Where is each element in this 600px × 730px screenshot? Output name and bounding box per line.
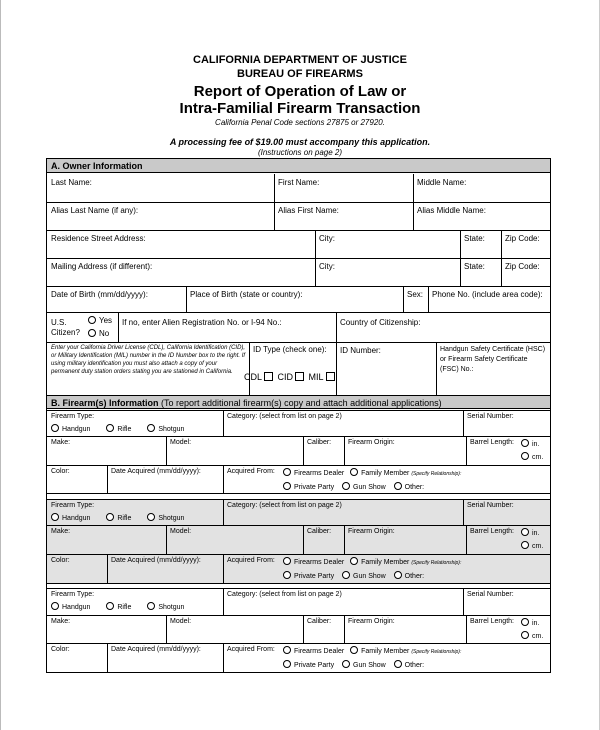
first-name-field[interactable]: First Name: bbox=[278, 178, 320, 187]
firearm3-shotgun-radio[interactable] bbox=[147, 602, 155, 610]
citizen-no-radio[interactable] bbox=[88, 329, 96, 337]
firearm2-type-label: Firearm Type: bbox=[51, 502, 95, 509]
firearm3-type-options: Handgun Rifle Shotgun bbox=[51, 602, 184, 611]
firearm1-in-radio[interactable] bbox=[521, 439, 529, 447]
firearm3-color-field[interactable]: Color: bbox=[51, 646, 70, 653]
firearm2-in-radio[interactable] bbox=[521, 528, 529, 536]
sex-field[interactable]: Sex: bbox=[407, 290, 424, 299]
mailing-city-field[interactable]: City: bbox=[319, 262, 335, 271]
firearm1-barrel-field[interactable]: Barrel Length: bbox=[470, 439, 514, 446]
firearm3-date-acquired-field[interactable]: Date Acquired (mm/dd/yyyy): bbox=[111, 646, 201, 653]
firearm3-dealer-radio[interactable] bbox=[283, 646, 291, 654]
alias-last-name-field[interactable]: Alias Last Name (if any): bbox=[51, 206, 139, 215]
id-type-options: CDL CID MIL bbox=[244, 372, 337, 382]
firearm3-caliber-field[interactable]: Caliber: bbox=[307, 618, 332, 625]
instructions-note: (Instructions on page 2) bbox=[257, 148, 343, 157]
firearm1-model-field[interactable]: Model: bbox=[170, 439, 192, 446]
firearm1-cm-radio[interactable] bbox=[521, 452, 529, 460]
residence-state-field[interactable]: State: bbox=[464, 234, 485, 243]
firearm1-origin-field[interactable]: Firearm Origin: bbox=[348, 439, 395, 446]
firearm2-acquired-from-label: Acquired From: bbox=[227, 557, 275, 564]
cid-checkbox[interactable] bbox=[295, 372, 304, 381]
firearm2-source-row1: Firearms Dealer Family Member (Specify Relationship): bbox=[283, 557, 461, 566]
us-citizen-label: U.S. bbox=[51, 318, 67, 327]
firearm2-source-row2: Private Party Gun Show Other: bbox=[283, 571, 424, 580]
id-number-field[interactable]: ID Number: bbox=[340, 346, 381, 355]
firearm2-gunshow-radio[interactable] bbox=[342, 571, 350, 579]
firearm3-type-label: Firearm Type: bbox=[51, 591, 95, 598]
firearm1-source-row1: Firearms Dealer Family Member (Specify Relationship): bbox=[283, 468, 461, 477]
firearm2-private-radio[interactable] bbox=[283, 571, 291, 579]
firearm2-barrel-field[interactable]: Barrel Length: bbox=[470, 528, 514, 535]
firearm1-date-acquired-field[interactable]: Date Acquired (mm/dd/yyyy): bbox=[111, 468, 201, 475]
firearm1-source-row2: Private Party Gun Show Other: bbox=[283, 482, 424, 491]
citizen-question: Citizen? bbox=[51, 328, 80, 337]
firearm3-serial-field[interactable]: Serial Number: bbox=[467, 591, 514, 598]
firearm3-category-field[interactable]: Category: (select from list on page 2) bbox=[227, 591, 342, 598]
firearm2-cm-radio[interactable] bbox=[521, 541, 529, 549]
firearm3-private-radio[interactable] bbox=[283, 660, 291, 668]
place-of-birth-field[interactable]: Place of Birth (state or country): bbox=[190, 290, 303, 299]
firearm2-other-radio[interactable] bbox=[394, 571, 402, 579]
firearm3-gunshow-radio[interactable] bbox=[342, 660, 350, 668]
agency-name: CALIFORNIA DEPARTMENT OF JUSTICE bbox=[193, 54, 407, 66]
mailing-zip-field[interactable]: Zip Code: bbox=[505, 262, 540, 271]
id-instructions: Enter your California Driver License (CDL), California Identification (CID), or Military Identification (MIL) number in the ID Number box to the right. If using military identification you must also attach a copy of your permanent duty station orders stating you are stationed in California. bbox=[51, 345, 246, 375]
bureau-name: BUREAU OF FIREARMS bbox=[237, 68, 363, 80]
firearm1-family-radio[interactable] bbox=[350, 468, 358, 476]
phone-field[interactable]: Phone No. (include area code): bbox=[432, 290, 543, 299]
firearm3-source-row1: Firearms Dealer Family Member (Specify Relationship): bbox=[283, 646, 461, 655]
citizen-no-option[interactable]: No bbox=[88, 329, 109, 338]
safety-certificate-field[interactable]: Handgun Safety Certificate (HSC) or Firearm Safety Certificate (FSC) No.: bbox=[440, 346, 546, 373]
country-of-citizenship-field[interactable]: Country of Citizenship: bbox=[340, 318, 421, 327]
section-b-header: B. Firearm(s) Information (To report additional firearm(s) copy and attach additional applications) bbox=[47, 395, 550, 409]
firearm2-in-option[interactable]: in. bbox=[521, 528, 539, 537]
citizen-yes-radio[interactable] bbox=[88, 316, 96, 324]
firearm1-caliber-field[interactable]: Caliber: bbox=[307, 439, 332, 446]
middle-name-field[interactable]: Middle Name: bbox=[417, 178, 467, 187]
penal-code-note: California Penal Code sections 27875 or 27920. bbox=[215, 118, 385, 127]
firearm3-in-option[interactable]: in. bbox=[521, 618, 539, 627]
firearm2-caliber-field[interactable]: Caliber: bbox=[307, 528, 332, 535]
firearm3-barrel-field[interactable]: Barrel Length: bbox=[470, 618, 514, 625]
id-type-label: ID Type (check one): bbox=[253, 345, 327, 354]
last-name-field[interactable]: Last Name: bbox=[51, 178, 92, 187]
firearm2-date-acquired-field[interactable]: Date Acquired (mm/dd/yyyy): bbox=[111, 557, 201, 564]
alias-middle-name-field[interactable]: Alias Middle Name: bbox=[417, 206, 486, 215]
firearm1-handgun-radio[interactable] bbox=[51, 424, 59, 432]
firearm3-handgun-radio[interactable] bbox=[51, 602, 59, 610]
firearm1-rifle-radio[interactable] bbox=[106, 424, 114, 432]
firearm2-serial-field[interactable]: Serial Number: bbox=[467, 502, 514, 509]
form-title-line2: Intra-Familial Firearm Transaction bbox=[179, 100, 421, 117]
firearm1-gunshow-radio[interactable] bbox=[342, 482, 350, 490]
firearm2-color-field[interactable]: Color: bbox=[51, 557, 70, 564]
mailing-state-field[interactable]: State: bbox=[464, 262, 485, 271]
firearm1-acquired-from-label: Acquired From: bbox=[227, 468, 275, 475]
firearm2-type-options: Handgun Rifle Shotgun bbox=[51, 513, 184, 522]
firearm3-model-field[interactable]: Model: bbox=[170, 618, 192, 625]
firearm1-cm-option[interactable]: cm. bbox=[521, 452, 543, 461]
firearm3-family-radio[interactable] bbox=[350, 646, 358, 654]
firearm2-category-field[interactable]: Category: (select from list on page 2) bbox=[227, 502, 342, 509]
firearm1-serial-field[interactable]: Serial Number: bbox=[467, 413, 514, 420]
firearm3-cm-option[interactable]: cm. bbox=[521, 631, 543, 640]
firearm1-private-radio[interactable] bbox=[283, 482, 291, 490]
fee-note: A processing fee of $19.00 must accompany this application. bbox=[169, 137, 431, 147]
firearm3-acquired-from-label: Acquired From: bbox=[227, 646, 275, 653]
firearm1-make-field[interactable]: Make: bbox=[51, 439, 71, 446]
firearm1-dealer-radio[interactable] bbox=[283, 468, 291, 476]
firearm2-family-radio[interactable] bbox=[350, 557, 358, 565]
firearm1-shotgun-radio[interactable] bbox=[147, 424, 155, 432]
mil-checkbox[interactable] bbox=[326, 372, 335, 381]
form-title-line1: Report of Operation of Law or bbox=[193, 83, 407, 100]
residence-city-field[interactable]: City: bbox=[319, 234, 335, 243]
alien-registration-field[interactable]: If no, enter Alien Registration No. or I-94 No.: bbox=[122, 318, 282, 327]
firearm2-origin-field[interactable]: Firearm Origin: bbox=[348, 528, 395, 535]
firearm2-shotgun-radio[interactable] bbox=[147, 513, 155, 521]
citizen-yes-option[interactable]: Yes bbox=[88, 316, 112, 325]
section-a-header: A. Owner Information bbox=[47, 159, 550, 173]
residence-address-field[interactable]: Residence Street Address: bbox=[51, 234, 146, 243]
firearm3-make-field[interactable]: Make: bbox=[51, 618, 71, 625]
firearm1-color-field[interactable]: Color: bbox=[51, 468, 70, 475]
firearm3-cm-radio[interactable] bbox=[521, 631, 529, 639]
firearm2-dealer-radio[interactable] bbox=[283, 557, 291, 565]
mailing-address-field[interactable]: Mailing Address (if different): bbox=[51, 262, 153, 271]
firearm1-other-radio[interactable] bbox=[394, 482, 402, 490]
firearm2-make-field[interactable]: Make: bbox=[51, 528, 71, 535]
firearm2-rifle-radio[interactable] bbox=[106, 513, 114, 521]
date-of-birth-field[interactable]: Date of Birth (mm/dd/yyyy): bbox=[51, 290, 148, 299]
firearm3-other-radio[interactable] bbox=[394, 660, 402, 668]
firearm2-handgun-radio[interactable] bbox=[51, 513, 59, 521]
firearm1-in-option[interactable]: in. bbox=[521, 439, 539, 448]
firearm1-category-field[interactable]: Category: (select from list on page 2) bbox=[227, 413, 342, 420]
cdl-checkbox[interactable] bbox=[264, 372, 273, 381]
firearm3-source-row2: Private Party Gun Show Other: bbox=[283, 660, 424, 669]
firearm3-in-radio[interactable] bbox=[521, 618, 529, 626]
firearm1-type-label: Firearm Type: bbox=[51, 413, 95, 420]
application-form bbox=[46, 158, 551, 673]
firearm1-type-options: Handgun Rifle Shotgun bbox=[51, 424, 184, 433]
firearm3-origin-field[interactable]: Firearm Origin: bbox=[348, 618, 395, 625]
firearm3-rifle-radio[interactable] bbox=[106, 602, 114, 610]
alias-first-name-field[interactable]: Alias First Name: bbox=[278, 206, 339, 215]
firearm2-cm-option[interactable]: cm. bbox=[521, 541, 543, 550]
residence-zip-field[interactable]: Zip Code: bbox=[505, 234, 540, 243]
firearm2-model-field[interactable]: Model: bbox=[170, 528, 192, 535]
